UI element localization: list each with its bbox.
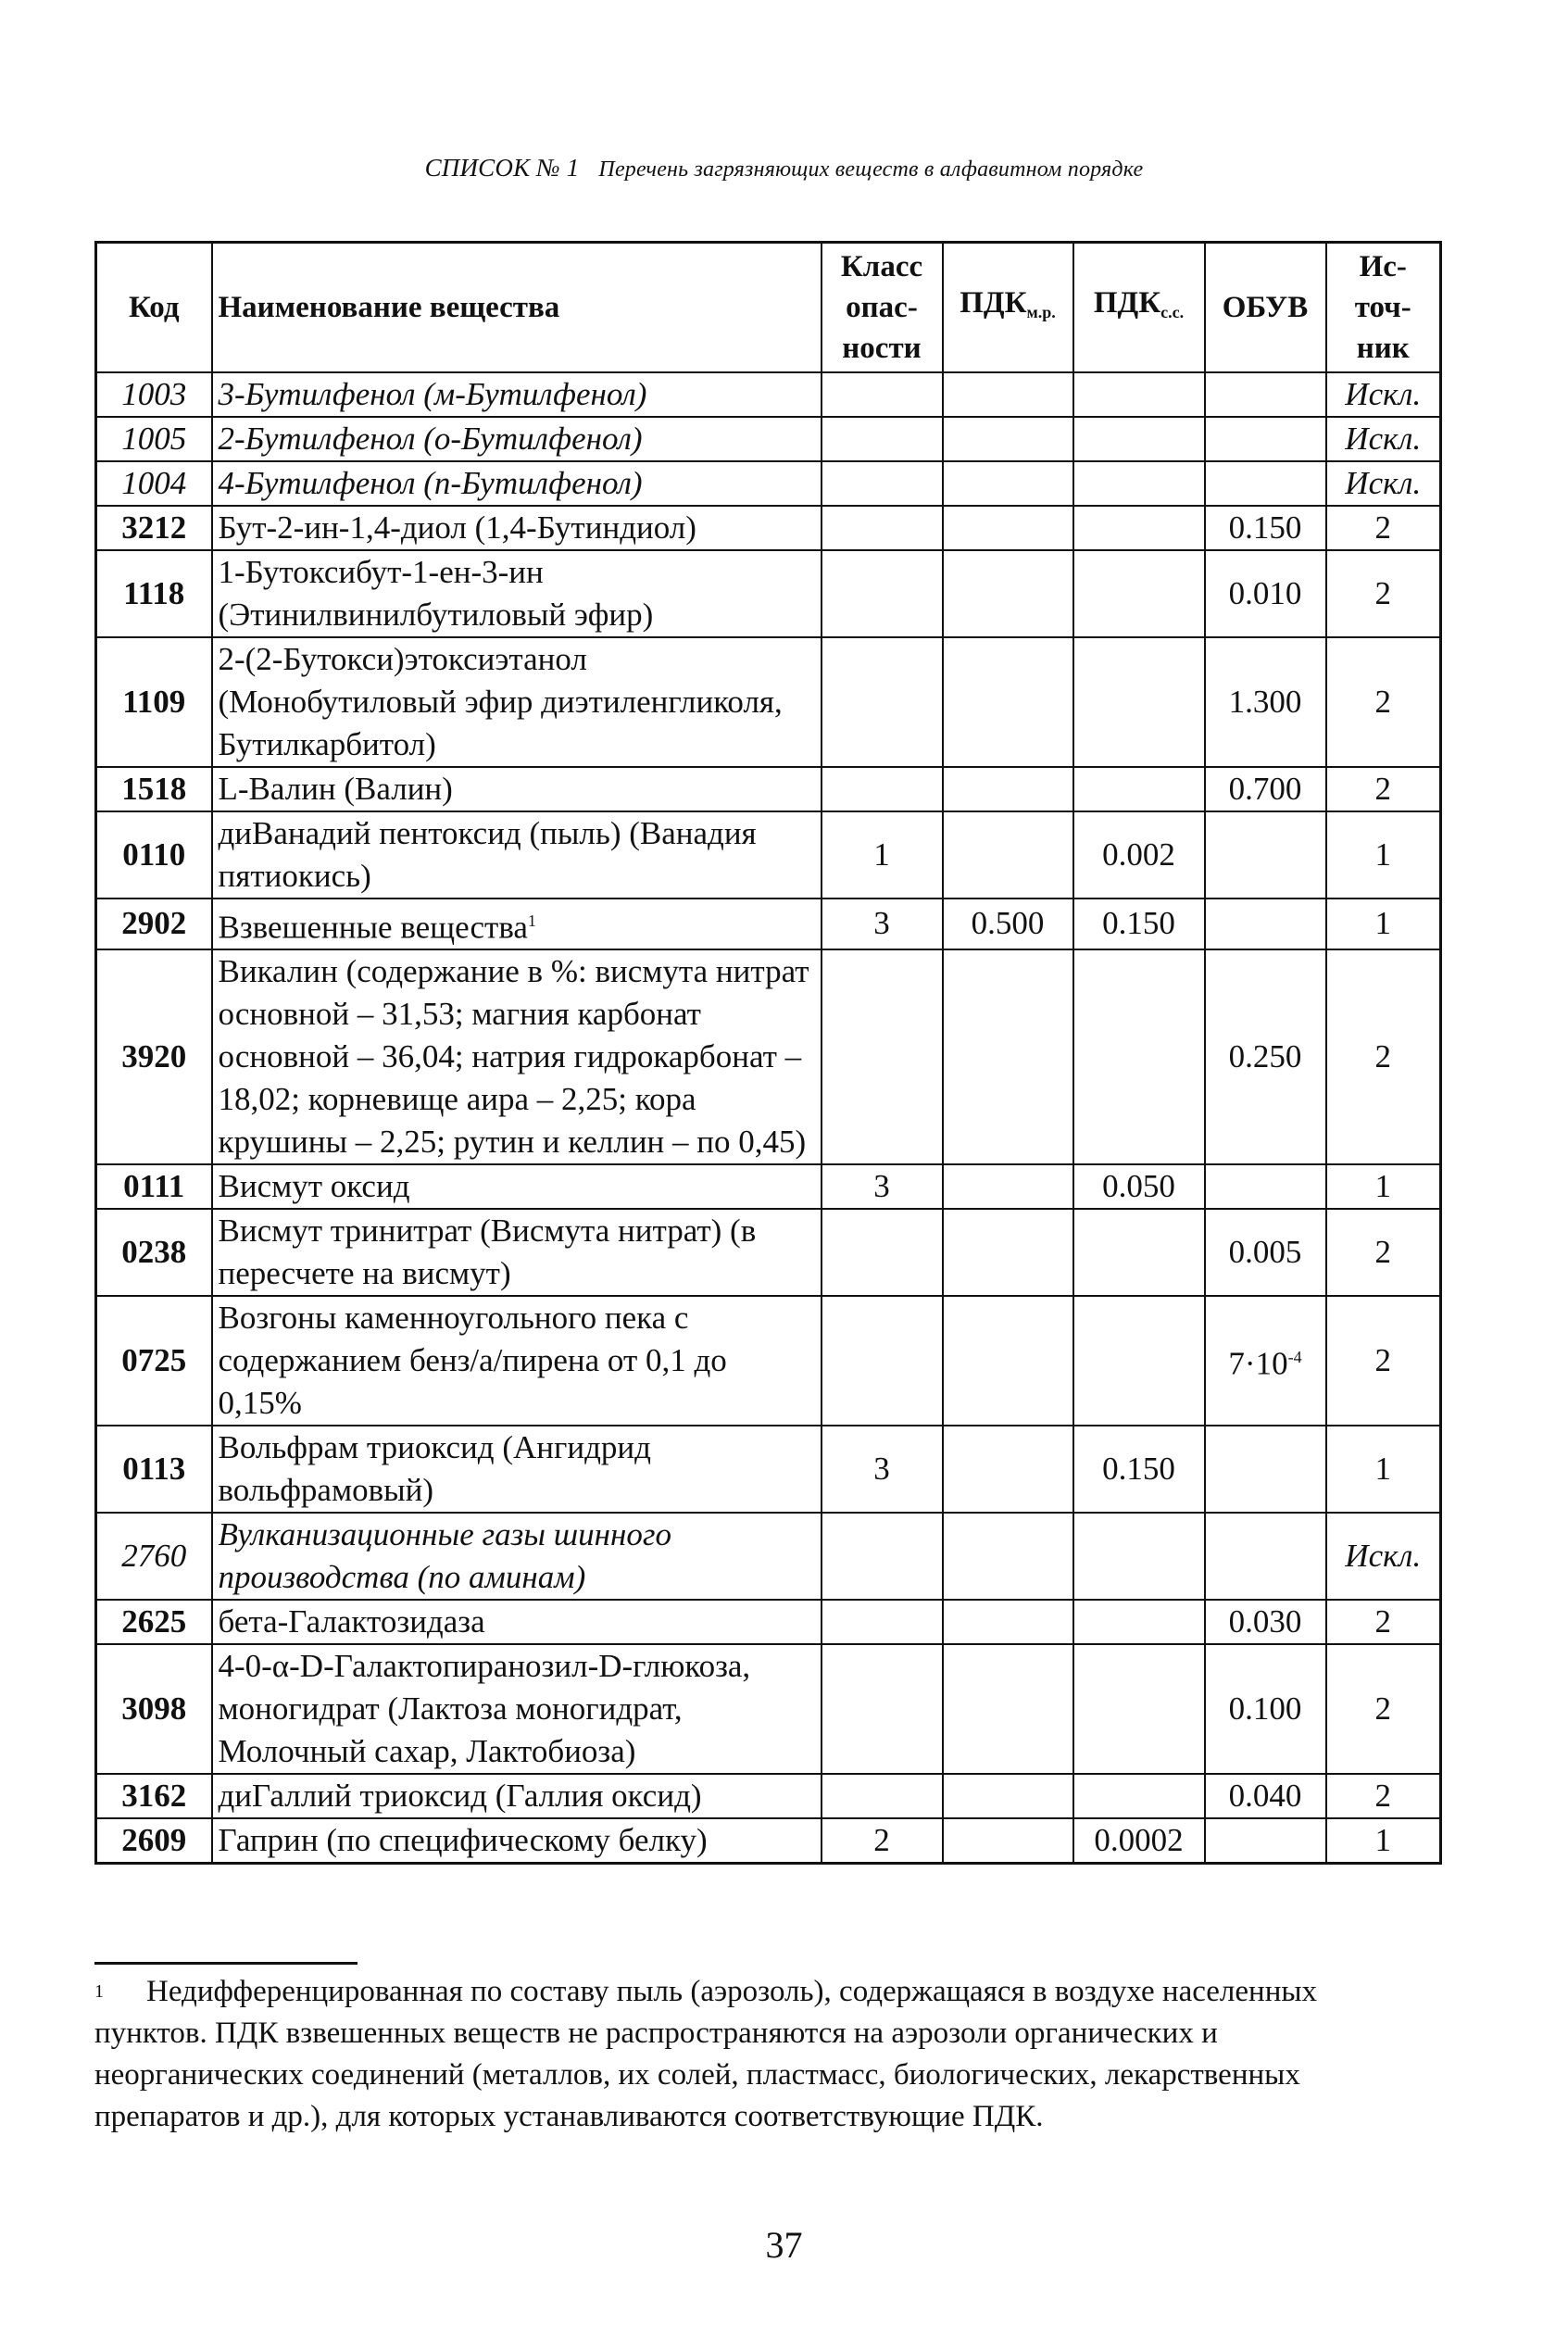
cell-name: бета-Галактозидаза bbox=[212, 1600, 822, 1644]
cell-obuv bbox=[1205, 811, 1326, 899]
cell-pdk-mr bbox=[943, 506, 1073, 550]
cell-pdk-mr bbox=[943, 461, 1073, 506]
header-hazard-class: Класс опас-ности bbox=[822, 243, 943, 372]
cell-pdk-mr bbox=[943, 550, 1073, 637]
table-row bbox=[96, 461, 1441, 506]
cell-pdk-ss bbox=[1073, 417, 1205, 461]
cell-name: Висмут тринитрат (Висмута нитрат) (в пересчете на висмут) bbox=[212, 1209, 822, 1296]
cell-pdk-mr: 0.500 bbox=[943, 899, 1073, 950]
table-row bbox=[96, 1774, 1441, 1818]
cell-pdk-mr bbox=[943, 372, 1073, 417]
cell-hazard-class: 2 bbox=[822, 1818, 943, 1864]
cell-pdk-mr bbox=[943, 1644, 1073, 1774]
cell-obuv: 0.005 bbox=[1205, 1209, 1326, 1296]
cell-obuv: 1.300 bbox=[1205, 637, 1326, 767]
cell-hazard-class bbox=[822, 372, 943, 417]
cell-source: 2 bbox=[1326, 1209, 1441, 1296]
page-header bbox=[0, 154, 1568, 182]
cell-name: 3-Бутилфенол (м-Бутилфенол) bbox=[212, 372, 822, 417]
cell-obuv: $7\cdot 10^{-4}$ bbox=[1205, 1296, 1326, 1426]
cell-hazard-class bbox=[822, 1296, 943, 1426]
cell-name: Бут-2-ин-1,4-диол (1,4-Бутиндиол) bbox=[212, 506, 822, 550]
cell-hazard-class bbox=[822, 506, 943, 550]
cell-pdk-mr bbox=[943, 767, 1073, 811]
cell-pdk-ss bbox=[1073, 372, 1205, 417]
cell-pdk-mr bbox=[943, 1426, 1073, 1513]
cell-obuv bbox=[1205, 1513, 1326, 1600]
cell-pdk-ss: 0.0002 bbox=[1073, 1818, 1205, 1864]
cell-obuv: 0.100 bbox=[1205, 1644, 1326, 1774]
cell-pdk-ss: 0.150 bbox=[1073, 899, 1205, 950]
table-row bbox=[96, 550, 1441, 637]
cell-name: 2-Бутилфенол (о-Бутилфенол) bbox=[212, 417, 822, 461]
cell-code: 2760 bbox=[96, 1513, 212, 1600]
cell-hazard-class: 1 bbox=[822, 811, 943, 899]
cell-name: Вольфрам триоксид (Ангидрид вольфрамовый) bbox=[212, 1426, 822, 1513]
cell-pdk-ss bbox=[1073, 949, 1205, 1164]
cell-code: 1005 bbox=[96, 417, 212, 461]
table-row bbox=[96, 1818, 1441, 1864]
cell-hazard-class: 3 bbox=[822, 899, 943, 950]
cell-pdk-ss bbox=[1073, 1600, 1205, 1644]
cell-pdk-ss bbox=[1073, 550, 1205, 637]
table-row bbox=[96, 1296, 1441, 1426]
cell-source: 2 bbox=[1326, 1774, 1441, 1818]
cell-name: 2-(2-Бутокси)этоксиэтанол (Монобутиловый эфир диэтиленгликоля, Бутилкарбитол) bbox=[212, 637, 822, 767]
footnote-separator bbox=[94, 1962, 358, 1965]
cell-code: 1003 bbox=[96, 372, 212, 417]
cell-hazard-class bbox=[822, 1644, 943, 1774]
header-name: Наименование вещества bbox=[212, 243, 822, 372]
cell-pdk-ss bbox=[1073, 1296, 1205, 1426]
cell-obuv bbox=[1205, 1164, 1326, 1209]
cell-source: 1 bbox=[1326, 1818, 1441, 1864]
cell-name: L-Валин (Валин) bbox=[212, 767, 822, 811]
cell-code: 0113 bbox=[96, 1426, 212, 1513]
cell-hazard-class: 3 bbox=[822, 1164, 943, 1209]
cell-pdk-ss: 0.002 bbox=[1073, 811, 1205, 899]
cell-code: 0725 bbox=[96, 1296, 212, 1426]
footnote bbox=[94, 1971, 1428, 2138]
cell-source: 2 bbox=[1326, 1644, 1441, 1774]
cell-source: 2 bbox=[1326, 1600, 1441, 1644]
cell-source: 2 bbox=[1326, 637, 1441, 767]
table-body bbox=[96, 372, 1441, 1864]
cell-obuv bbox=[1205, 1818, 1326, 1864]
cell-name: Вулканизационные газы шинного производства (по аминам) bbox=[212, 1513, 822, 1600]
cell-hazard-class bbox=[822, 1774, 943, 1818]
table-row bbox=[96, 637, 1441, 767]
cell-hazard-class bbox=[822, 1600, 943, 1644]
cell-pdk-mr bbox=[943, 811, 1073, 899]
table-row bbox=[96, 372, 1441, 417]
cell-pdk-ss: 0.050 bbox=[1073, 1164, 1205, 1209]
table-row bbox=[96, 1164, 1441, 1209]
cell-hazard-class bbox=[822, 949, 943, 1164]
cell-name: 4-Бутилфенол (п-Бутилфенол) bbox=[212, 461, 822, 506]
cell-pdk-mr bbox=[943, 1209, 1073, 1296]
cell-source: 1 bbox=[1326, 1164, 1441, 1209]
cell-source: 2 bbox=[1326, 1296, 1441, 1426]
cell-obuv: 0.010 bbox=[1205, 550, 1326, 637]
cell-name: Гаприн (по специфическому белку) bbox=[212, 1818, 822, 1864]
cell-code: 2625 bbox=[96, 1600, 212, 1644]
cell-code: 3920 bbox=[96, 949, 212, 1164]
cell-pdk-mr bbox=[943, 1818, 1073, 1864]
cell-pdk-mr bbox=[943, 1164, 1073, 1209]
header-code: Код bbox=[96, 243, 212, 372]
footnote-text: Недифференцированная по составу пыль (аэрозоль), содержащаяся в воздухе населенных пунктов. ПДК взвешенных веществ не распространяются на аэрозоли органических и неорганических соединений (металлов, их солей, пластмасс, биологических, лекарственных препаратов и др.), для которых устанавливаются соответствующие ПДК. bbox=[94, 1975, 1318, 2133]
cell-name: диВанадий пентоксид (пыль) (Ванадия пятиокись) bbox=[212, 811, 822, 899]
cell-pdk-ss bbox=[1073, 767, 1205, 811]
cell-source: 2 bbox=[1326, 550, 1441, 637]
cell-obuv: 0.150 bbox=[1205, 506, 1326, 550]
cell-source: 2 bbox=[1326, 767, 1441, 811]
table-row bbox=[96, 1513, 1441, 1600]
cell-hazard-class bbox=[822, 550, 943, 637]
table-row bbox=[96, 1426, 1441, 1513]
cell-code: 0110 bbox=[96, 811, 212, 899]
cell-source: Искл. bbox=[1326, 417, 1441, 461]
header-pdk-ss: $ПДК_{с.с.}$ bbox=[1073, 243, 1205, 372]
cell-code: 1004 bbox=[96, 461, 212, 506]
cell-source: 2 bbox=[1326, 949, 1441, 1164]
cell-code: 1518 bbox=[96, 767, 212, 811]
cell-code: 1118 bbox=[96, 550, 212, 637]
header-pdk-mr: $ПДК_{м.р.}$ bbox=[943, 243, 1073, 372]
cell-obuv: 0.030 bbox=[1205, 1600, 1326, 1644]
cell-code: 3162 bbox=[96, 1774, 212, 1818]
substances-table bbox=[94, 241, 1442, 1865]
cell-code: 3212 bbox=[96, 506, 212, 550]
cell-name: Висмут оксид bbox=[212, 1164, 822, 1209]
cell-source: Искл. bbox=[1326, 461, 1441, 506]
cell-obuv bbox=[1205, 461, 1326, 506]
header-obuv: ОБУВ bbox=[1205, 243, 1326, 372]
cell-hazard-class: 3 bbox=[822, 1426, 943, 1513]
cell-name: диГаллий триоксид (Галлия оксид) bbox=[212, 1774, 822, 1818]
cell-name: 1-Бутоксибут-1-ен-3-ин (Этинилвинилбутиловый эфир) bbox=[212, 550, 822, 637]
cell-pdk-mr bbox=[943, 1600, 1073, 1644]
page-number: 37 bbox=[765, 2224, 803, 2266]
cell-hazard-class bbox=[822, 1513, 943, 1600]
cell-name: Взвешенные вещества$^1$ bbox=[212, 899, 822, 950]
table-row bbox=[96, 949, 1441, 1164]
cell-obuv: 0.250 bbox=[1205, 949, 1326, 1164]
cell-pdk-ss bbox=[1073, 1644, 1205, 1774]
cell-obuv bbox=[1205, 372, 1326, 417]
cell-pdk-mr bbox=[943, 949, 1073, 1164]
cell-hazard-class bbox=[822, 1209, 943, 1296]
header-source: Ис-точ-ник bbox=[1326, 243, 1441, 372]
cell-pdk-ss bbox=[1073, 1513, 1205, 1600]
footnote-mark: 1 bbox=[94, 1981, 104, 2002]
cell-source: 1 bbox=[1326, 811, 1441, 899]
table-row bbox=[96, 767, 1441, 811]
cell-hazard-class bbox=[822, 637, 943, 767]
cell-source: 2 bbox=[1326, 506, 1441, 550]
cell-pdk-mr bbox=[943, 1774, 1073, 1818]
cell-pdk-mr bbox=[943, 417, 1073, 461]
table-row bbox=[96, 899, 1441, 950]
cell-source: Искл. bbox=[1326, 372, 1441, 417]
cell-source: 1 bbox=[1326, 1426, 1441, 1513]
cell-pdk-ss bbox=[1073, 461, 1205, 506]
table-header-row bbox=[96, 243, 1441, 372]
cell-name: Возгоны каменноугольного пека с содержанием бенз/а/пирена от 0,1 до 0,15% bbox=[212, 1296, 822, 1426]
cell-pdk-ss bbox=[1073, 1209, 1205, 1296]
cell-obuv bbox=[1205, 417, 1326, 461]
cell-obuv bbox=[1205, 1426, 1326, 1513]
cell-pdk-mr bbox=[943, 1513, 1073, 1600]
list-title: СПИСОК № 1 bbox=[424, 154, 580, 182]
cell-name: Викалин (содержание в %: висмута нитрат основной – 31,53; магния карбонат основной – 36,04; натрия гидрокарбонат – 18,02; корневище аира – 2,25; кора крушины – 2,25; рутин и келлин – по 0,45) bbox=[212, 949, 822, 1164]
table-row bbox=[96, 506, 1441, 550]
cell-hazard-class bbox=[822, 417, 943, 461]
table-row bbox=[96, 1644, 1441, 1774]
cell-name: 4-0-α-D-Галактопиранозил-D-глюкоза, моногидрат (Лактоза моногидрат, Молочный сахар, Лактобиоза) bbox=[212, 1644, 822, 1774]
cell-obuv: 0.040 bbox=[1205, 1774, 1326, 1818]
cell-pdk-ss bbox=[1073, 637, 1205, 767]
cell-hazard-class bbox=[822, 767, 943, 811]
cell-pdk-ss bbox=[1073, 1774, 1205, 1818]
table-row bbox=[96, 417, 1441, 461]
cell-code: 1109 bbox=[96, 637, 212, 767]
cell-pdk-mr bbox=[943, 1296, 1073, 1426]
table-row bbox=[96, 1600, 1441, 1644]
cell-code: 2609 bbox=[96, 1818, 212, 1864]
cell-obuv bbox=[1205, 899, 1326, 950]
list-subtitle: Перечень загрязняющих веществ в алфавитном порядке bbox=[598, 157, 1144, 182]
cell-code: 2902 bbox=[96, 899, 212, 950]
table-row bbox=[96, 1209, 1441, 1296]
cell-hazard-class bbox=[822, 461, 943, 506]
cell-pdk-ss: 0.150 bbox=[1073, 1426, 1205, 1513]
cell-code: 3098 bbox=[96, 1644, 212, 1774]
table-row bbox=[96, 811, 1441, 899]
cell-obuv: 0.700 bbox=[1205, 767, 1326, 811]
cell-pdk-ss bbox=[1073, 506, 1205, 550]
cell-code: 0111 bbox=[96, 1164, 212, 1209]
cell-source: 1 bbox=[1326, 899, 1441, 950]
cell-source: Искл. bbox=[1326, 1513, 1441, 1600]
cell-pdk-mr bbox=[943, 637, 1073, 767]
cell-code: 0238 bbox=[96, 1209, 212, 1296]
